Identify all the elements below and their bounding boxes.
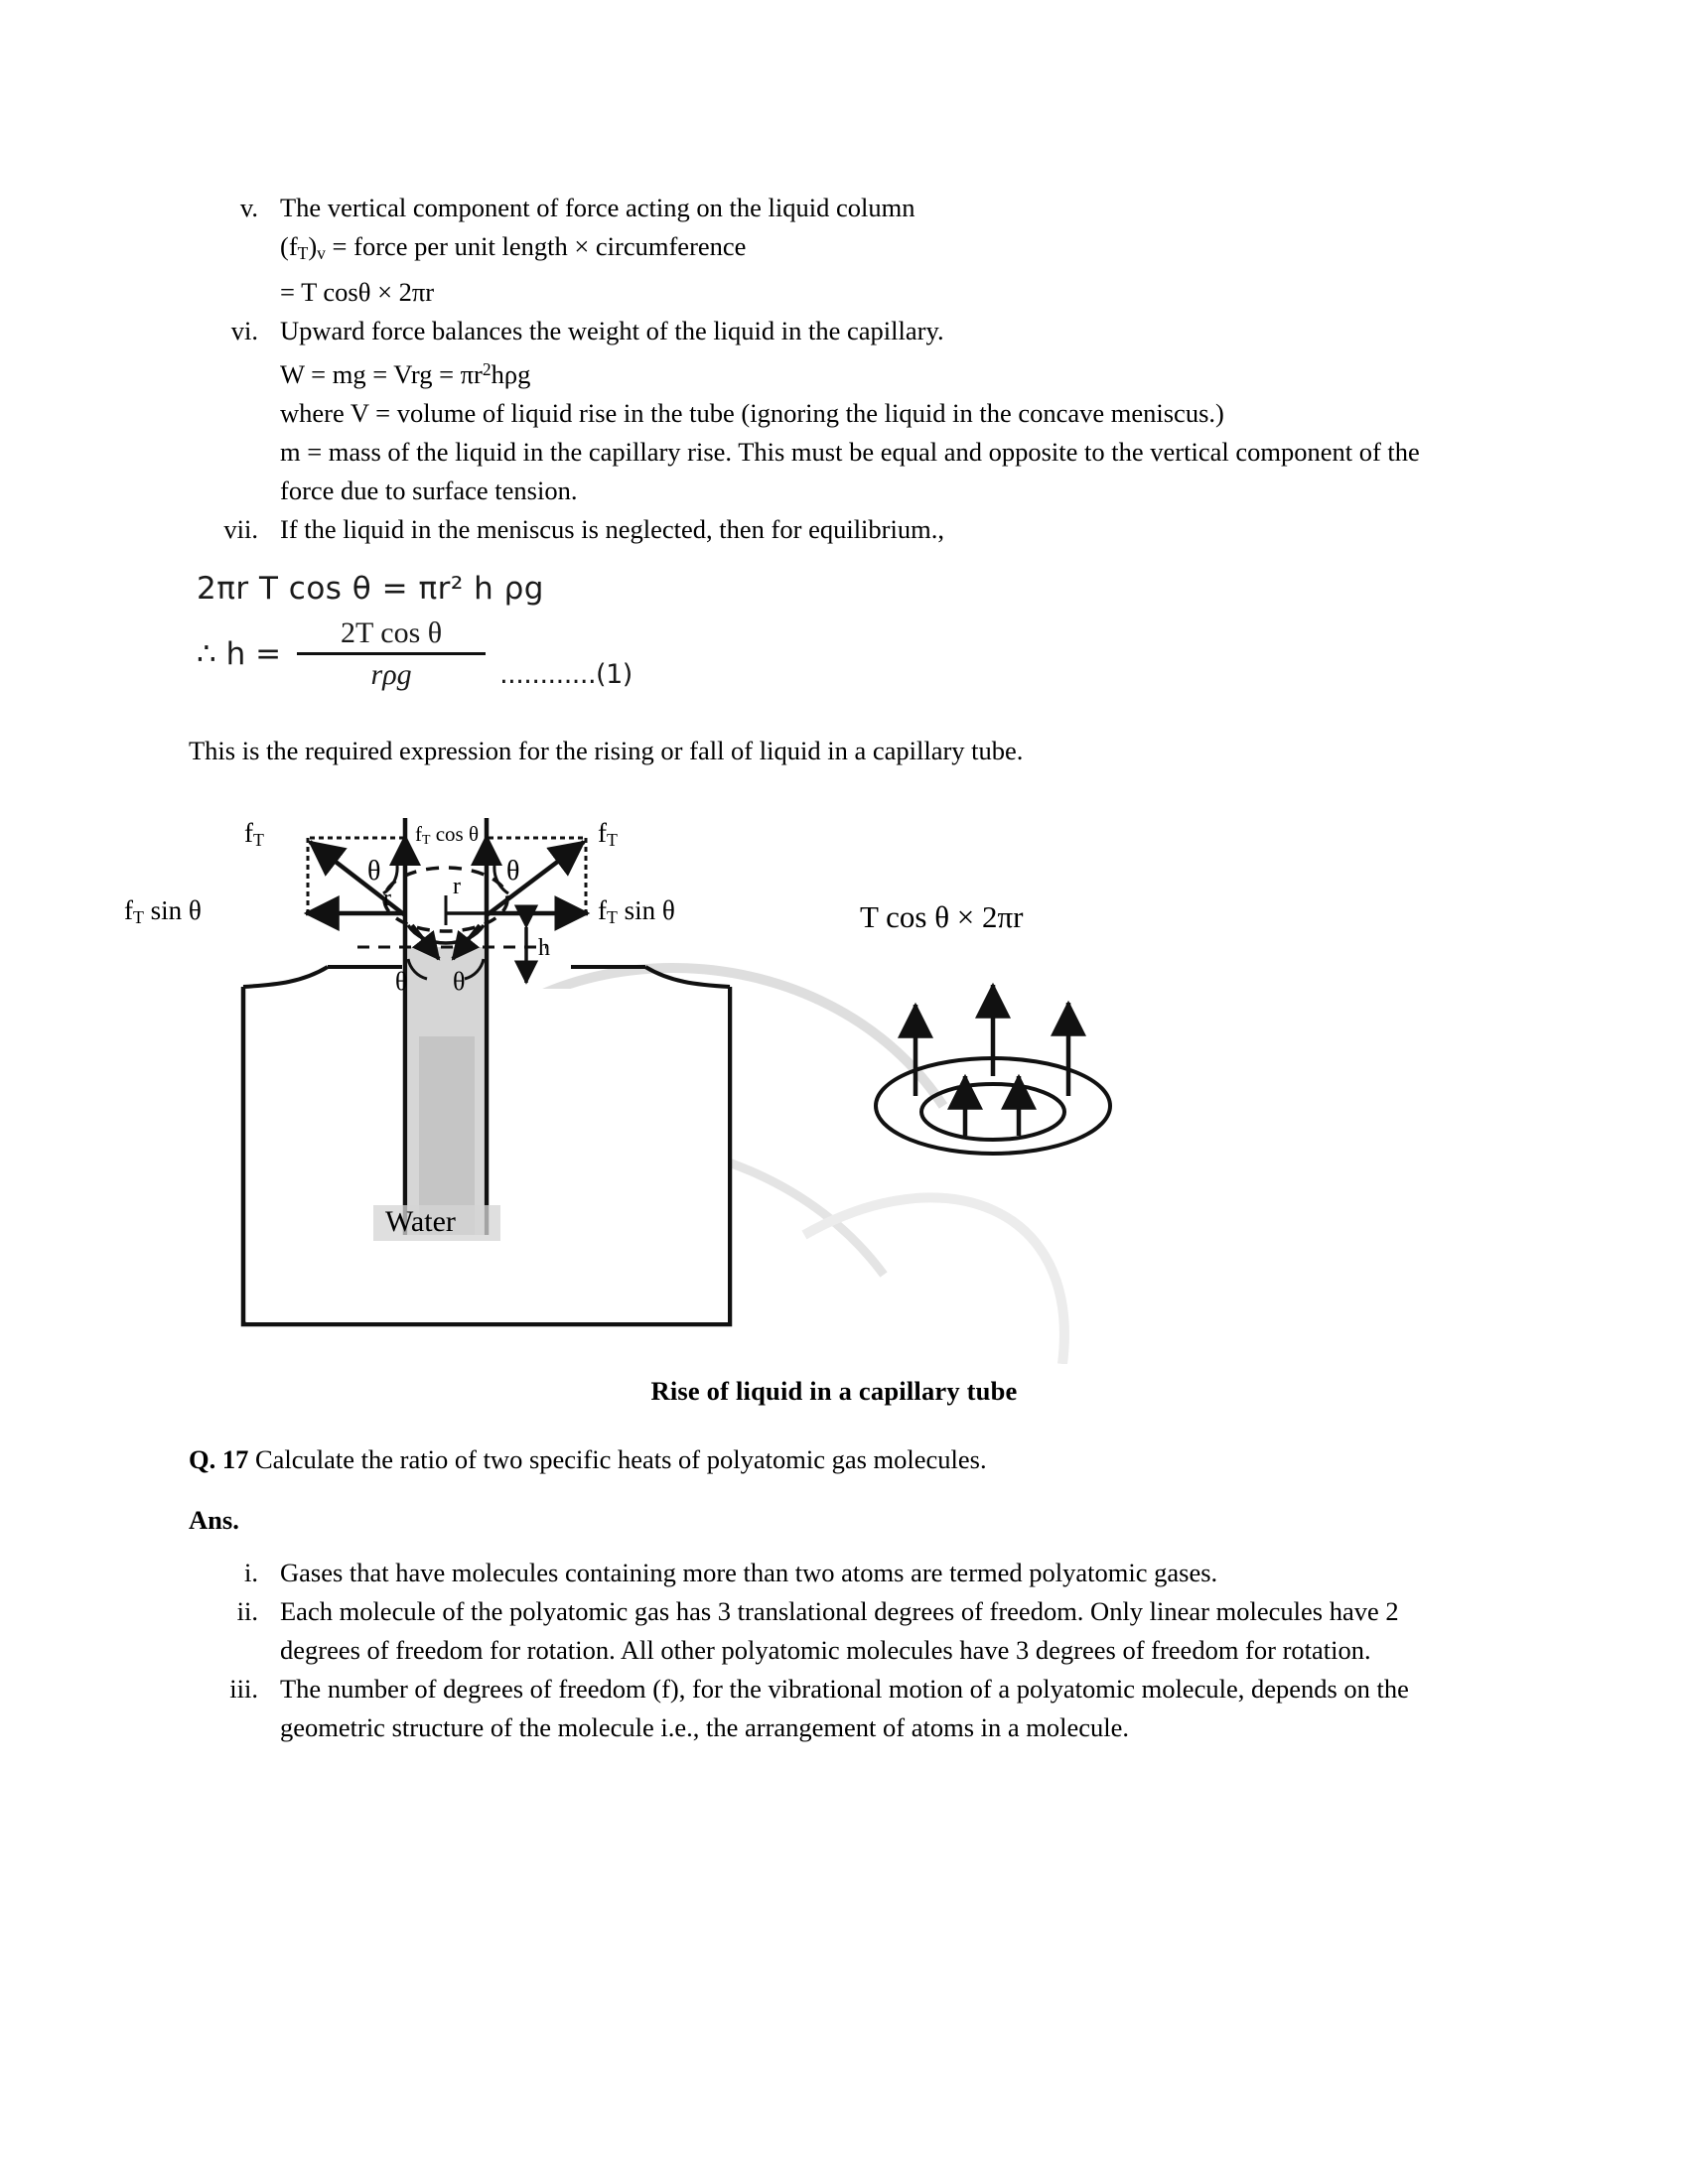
question-line	[189, 1440, 1479, 1479]
label-theta-bottom-left: θ	[395, 966, 408, 996]
list-line: W = mg = Vrg = $\pi r^2h\rho g$	[280, 358, 531, 389]
question-text: Calculate the ratio of two specific heats of polyatomic gas molecules.	[255, 1443, 987, 1474]
list-line: Upward force balances the weight of the liquid in the capillary.	[280, 315, 944, 345]
label-theta-left: θ	[367, 855, 381, 887]
list-line: where V = volume of liquid rise in the tube (ignoring the liquid in the concave meniscus.)	[280, 397, 1224, 428]
derivation-list	[189, 189, 1479, 549]
list-body	[280, 189, 1479, 312]
list-marker: vi.	[230, 315, 258, 345]
list-line: m = mass of the liquid in the capillary rise. This must be equal and opposite to the vertical component of the force due to surface tension.	[280, 436, 1420, 505]
page-content	[124, 189, 1479, 1747]
list-marker: vii.	[223, 513, 258, 544]
label-water: Water	[385, 1204, 456, 1238]
list-line: If the liquid in the meniscus is neglected, then for equilibrium.,	[280, 513, 944, 544]
label-ft-left: $f_T$	[244, 817, 264, 850]
list-body: Gases that have molecules containing more than two atoms are termed polyatomic gases.	[280, 1557, 1218, 1587]
list-item	[189, 1670, 1479, 1747]
capillary-diagram-svg	[189, 808, 1479, 1364]
label-theta-bottom-right: θ	[453, 966, 466, 996]
fraction-denominator: rρg	[370, 657, 412, 691]
list-item	[189, 510, 1479, 549]
label-ft-sin-left: $f_T$ sin θ	[124, 894, 202, 927]
closing-paragraph: This is the required expression for the rising or fall of liquid in a capillary tube.	[189, 735, 1024, 765]
label-ft-right: $f_T$	[598, 817, 618, 850]
list-line: The vertical component of force acting on the liquid column	[280, 193, 915, 222]
fraction	[297, 616, 486, 692]
list-line: = T cosθ × 2πr	[280, 276, 435, 307]
figure-caption: Rise of liquid in a capillary tube	[650, 1375, 1018, 1406]
list-item	[189, 312, 1479, 510]
list-marker: v.	[239, 193, 258, 222]
list-line: $(f_T)_v$ = force per unit length × circumference	[280, 231, 747, 263]
list-body: The number of degrees of freedom (f), for the vibrational motion of a polyatomic molecule, depends on the geometric structure of the molecule i.e., the arrangement of atoms in a molecule.	[280, 1673, 1409, 1742]
label-radius-right: r	[453, 873, 461, 899]
equation-lhs: ∴ h =	[197, 635, 282, 672]
label-height-h: h	[538, 934, 550, 961]
fraction-numerator: 2T cos θ	[340, 615, 443, 649]
equation-block	[197, 571, 1479, 692]
label-radius-left: r	[383, 885, 391, 911]
label-ft-cos-theta: $f_T$ cos θ	[415, 821, 480, 847]
list-body	[280, 312, 1479, 510]
answer-label: Ans.	[189, 1504, 239, 1535]
label-tension-ring: T cos θ × 2πr	[860, 898, 1024, 934]
list-marker: ii.	[236, 1595, 258, 1626]
list-body: Each molecule of the polyatomic gas has 3 translational degrees of freedom. Only linear molecules have 2 degrees of freedom for rotation. All other polyatomic molecules have 3 degrees of freedom for rotation.	[280, 1595, 1399, 1665]
answer-list	[189, 1554, 1479, 1747]
label-theta-right: θ	[506, 855, 520, 887]
list-body	[280, 510, 1479, 549]
label-ft-sin-right: $f_T$ sin θ	[598, 894, 675, 927]
height-equation	[197, 616, 1479, 692]
question-number: Q. 17	[189, 1443, 249, 1474]
capillary-figure	[124, 808, 1479, 1364]
list-marker: i.	[244, 1557, 258, 1587]
list-marker: iii.	[229, 1673, 258, 1704]
equilibrium-equation: 2πr T cos θ = πr² h ρg	[197, 570, 544, 607]
list-item	[189, 1592, 1479, 1670]
equation-number-tag: ............(1)	[499, 658, 633, 690]
list-item	[189, 1554, 1479, 1592]
list-item	[189, 189, 1479, 312]
